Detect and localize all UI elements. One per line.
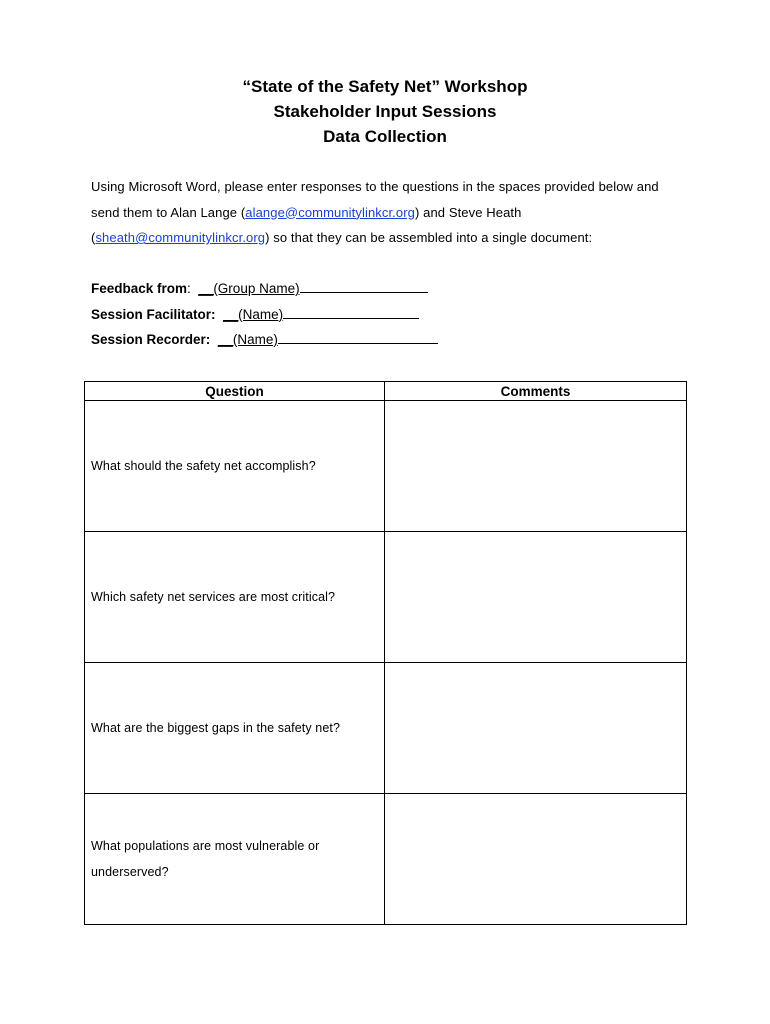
table-row <box>85 401 687 532</box>
document-title <box>0 74 770 149</box>
title-line-workshop: “State of the Safety Net” Workshop <box>242 77 528 96</box>
feedback-from-fill-line <box>300 278 428 293</box>
comment-cell[interactable] <box>385 794 687 925</box>
email-link-steve-heath[interactable]: sheath@communitylinkcr.org <box>95 230 266 245</box>
title-line-sessions: Stakeholder Input Sessions <box>273 102 497 121</box>
instructions-text-1: Using Microsoft Word, please enter responses to the questions in the spaces provided below and send them to Alan Lange ( <box>91 179 659 220</box>
session-facilitator-label: Session Facilitator: <box>91 306 216 322</box>
table-header-row <box>85 382 687 401</box>
session-facilitator-fill-line <box>283 304 419 319</box>
feedback-from-label: Feedback from <box>91 281 188 296</box>
instructions-text-2: ) and Steve Heath ( <box>91 204 522 245</box>
comment-cell[interactable] <box>385 401 687 532</box>
question-cell: What populations are most vulnerable or underserved? <box>85 794 385 925</box>
title-line-data-collection: Data Collection <box>323 127 447 146</box>
session-facilitator-row <box>91 302 691 328</box>
question-cell: What should the safety net accomplish? <box>85 401 385 532</box>
feedback-from-field[interactable]: __(Group Name) <box>198 281 300 296</box>
feedback-from-row: Feedback from: __(Group Name) <box>91 276 691 302</box>
question-cell: Which safety net services are most critical? <box>85 532 385 663</box>
comment-cell[interactable] <box>385 663 687 794</box>
instructions-paragraph <box>91 174 691 251</box>
session-recorder-label: Session Recorder: <box>91 332 211 347</box>
session-facilitator-field[interactable]: __(Name) <box>223 306 284 322</box>
email-link-alan-lange[interactable]: alange@communitylinkcr.org <box>245 204 415 220</box>
instructions-text-3: ) so that they can be assembled into a single document: <box>265 230 593 245</box>
session-recorder-row <box>91 327 691 353</box>
question-comments-table <box>84 381 687 925</box>
table-row <box>85 794 687 925</box>
column-header-question: Question <box>85 382 385 401</box>
table-row <box>85 532 687 663</box>
table-row <box>85 663 687 794</box>
session-recorder-fill-line <box>278 329 438 344</box>
session-recorder-field[interactable]: __(Name) <box>217 332 278 347</box>
question-cell: What are the biggest gaps in the safety net? <box>85 663 385 794</box>
session-info-fields <box>91 276 691 353</box>
column-header-comments: Comments <box>385 382 687 401</box>
comment-cell[interactable] <box>385 532 687 663</box>
